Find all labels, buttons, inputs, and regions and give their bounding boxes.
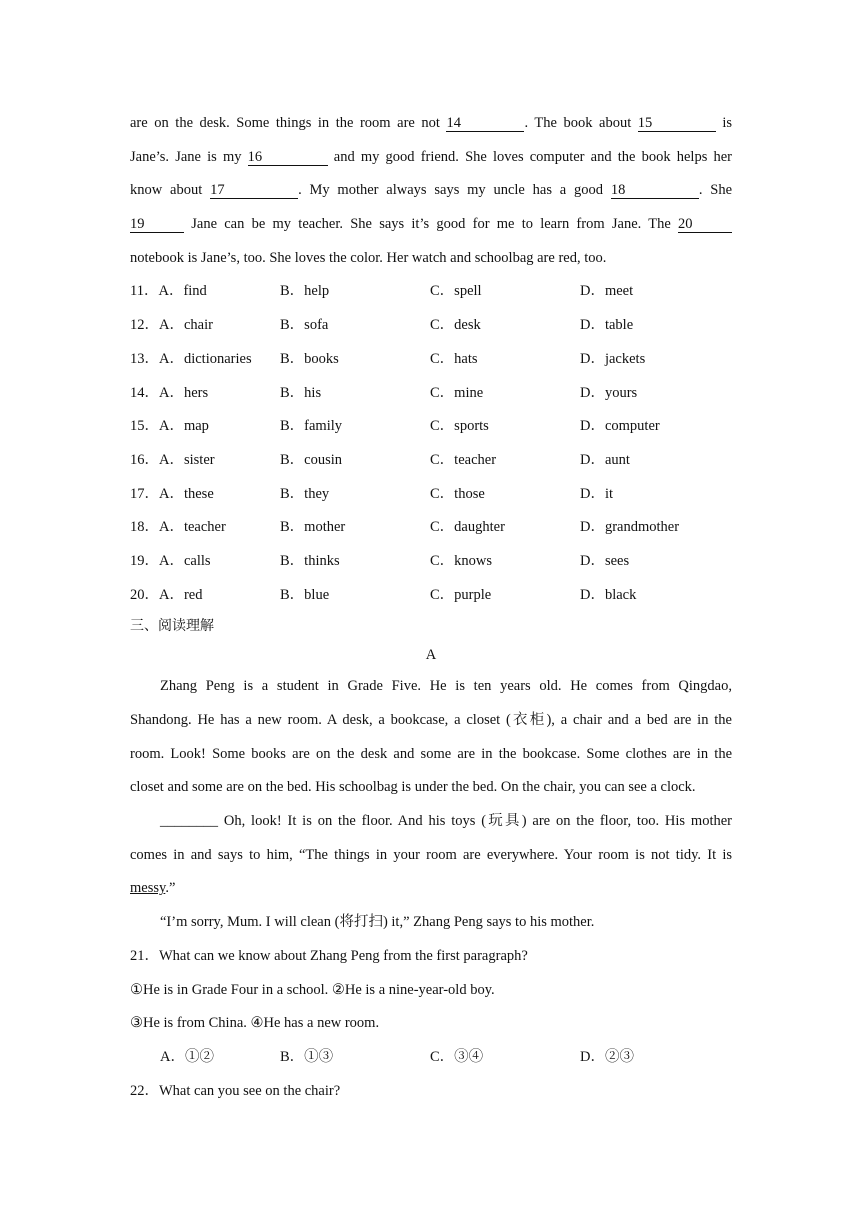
passage-line: closet and some are on the bed. His schoolbag is under the bed. On the chair, you can see a clock. [130, 779, 696, 796]
option-d[interactable]: D．sees [580, 552, 630, 569]
option-b[interactable]: B．thinks [280, 552, 340, 569]
blank-17: 17 [210, 182, 298, 199]
option-d[interactable]: D．meet [580, 283, 634, 300]
underlined-word: messy [130, 880, 166, 897]
passage-line: “I’m sorry, Mum. I will clean (将打扫) it,” Zhang Peng says to his mother. [160, 914, 595, 931]
question-row [130, 343, 732, 377]
cloze-line-1 [130, 107, 732, 141]
option-b[interactable]: B．books [280, 350, 339, 367]
option-a[interactable]: A．hers [159, 384, 209, 401]
text: is [722, 115, 733, 131]
question-row [130, 309, 732, 343]
section-heading: 三、阅读理解 [130, 618, 214, 635]
text: Oh, look! It is on the floor. And his toys (玩具) are on the floor, too. His mother [218, 813, 732, 830]
text: are on the desk. Some things in the room are not [130, 115, 440, 131]
q-num: 12． [130, 317, 159, 334]
text: . She [698, 182, 733, 199]
option-a[interactable]: A．teacher [159, 519, 226, 536]
text: . The book about [524, 115, 632, 131]
q-num: 17． [130, 485, 159, 502]
question-num-and-a[interactable] [130, 343, 252, 377]
text: know about [130, 182, 203, 199]
q-num: 18． [130, 519, 159, 536]
text: . My mother always says my uncle has a good [298, 182, 604, 199]
option-c[interactable]: C．mine [430, 384, 484, 401]
q21-statements-2: ③He is from China. ④He has a new room. [130, 1015, 380, 1032]
option-d[interactable]: D．②③ [580, 1048, 634, 1065]
question-row [130, 444, 732, 478]
option-d[interactable]: D．table [580, 317, 634, 334]
question-row [130, 410, 732, 444]
blank-15: 15 [638, 115, 716, 132]
option-c[interactable]: C．hats [430, 350, 478, 367]
option-b[interactable]: B．cousin [280, 451, 343, 468]
blank-14: 14 [446, 115, 524, 132]
option-d[interactable]: D．black [580, 586, 637, 603]
passage-label: A [425, 647, 437, 664]
option-b[interactable]: B．family [280, 418, 343, 435]
passage-line [130, 872, 732, 906]
option-a[interactable]: A．chair [159, 317, 213, 334]
option-c[interactable]: C．knows [430, 552, 493, 569]
q-num: 20． [130, 586, 159, 603]
q21-statements-1: ①He is in Grade Four in a school. ②He is a nine-year-old boy. [130, 981, 495, 998]
q-num: 15． [130, 418, 159, 435]
q-num: 19． [130, 552, 159, 569]
option-d[interactable]: D．yours [580, 384, 638, 401]
cloze-options [130, 275, 732, 612]
option-b[interactable]: B．his [280, 384, 322, 401]
option-c[interactable]: C．daughter [430, 519, 505, 536]
q-num: 14． [130, 384, 159, 401]
cloze-line-4 [130, 208, 732, 242]
option-c[interactable]: C．spell [430, 283, 482, 300]
passage-line [130, 805, 732, 839]
passage-line: Shandong. He has a new room. A desk, a bookcase, a closet (衣柜), a chair and a bed are in the [130, 712, 732, 728]
cloze-line-5: notebook is Jane’s, too. She loves the color. Her watch and schoolbag are red, too. [130, 249, 607, 266]
option-c[interactable]: C．③④ [430, 1048, 484, 1065]
option-b[interactable]: B．①③ [280, 1048, 334, 1065]
blank-19: 19 [130, 216, 184, 233]
question-row [130, 377, 732, 411]
question-num-and-a[interactable] [130, 275, 207, 309]
question-22: 22．What can you see on the chair? [130, 1082, 341, 1099]
option-b[interactable]: B．sofa [280, 317, 329, 334]
question-num-and-a[interactable] [130, 511, 226, 545]
option-a[interactable]: A．calls [159, 552, 211, 569]
q21-options [130, 1041, 732, 1075]
passage-line: comes in and says to him, “The things in your room are everywhere. Your room is not tidy. It is [130, 846, 732, 863]
q-num: 11． [130, 283, 159, 300]
option-b[interactable]: B．mother [280, 519, 346, 536]
option-b[interactable]: B．they [280, 485, 330, 502]
passage-blank[interactable]: ________ [160, 813, 218, 830]
option-a[interactable]: A．map [159, 418, 209, 435]
question-row [130, 511, 732, 545]
passage-line: room. Look! Some books are on the desk and some are in the bookcase. Some clothes are in the [130, 745, 732, 762]
question-21: 21．What can we know about Zhang Peng from the first paragraph? [130, 947, 528, 964]
option-b[interactable]: B．blue [280, 586, 330, 603]
option-a[interactable]: A．these [159, 485, 214, 502]
q-num: 16． [130, 451, 159, 468]
option-c[interactable]: C．purple [430, 586, 492, 603]
question-row [130, 478, 732, 512]
text: Jane’s. Jane is my [130, 148, 242, 165]
text: and my good friend. She loves computer and the book helps her [333, 148, 733, 165]
blank-16: 16 [248, 149, 328, 166]
question-num-and-a[interactable] [130, 444, 215, 478]
question-row [130, 579, 732, 613]
question-num-and-a[interactable] [130, 478, 214, 512]
option-a[interactable]: A．find [158, 283, 207, 300]
cloze-line-3 [130, 174, 732, 208]
question-num-and-a[interactable] [130, 377, 208, 411]
option-d[interactable]: D．computer [580, 418, 660, 435]
option-d[interactable]: D．aunt [580, 451, 630, 468]
option-d[interactable]: D．it [580, 485, 614, 502]
option-a[interactable]: A．sister [159, 451, 215, 468]
blank-20: 20 [678, 216, 732, 233]
option-c[interactable]: C．teacher [430, 451, 497, 468]
option-a[interactable]: A．red [159, 586, 203, 603]
question-num-and-a[interactable] [130, 579, 203, 613]
question-row [130, 275, 732, 309]
text: .” [165, 880, 176, 897]
option-a[interactable]: A．dictionaries [159, 350, 252, 367]
text: Jane can be my teacher. She says it’s good for me to learn from Jane. The [191, 216, 671, 233]
option-a[interactable]: A．①② [160, 1048, 214, 1065]
option-d[interactable]: D．jackets [580, 350, 646, 367]
passage-line: Zhang Peng is a student in Grade Five. He is ten years old. He comes from Qingdao, [160, 678, 732, 695]
question-row [130, 545, 732, 579]
q-num: 13． [130, 350, 159, 367]
question-num-and-a[interactable] [130, 309, 213, 343]
exam-page [130, 107, 732, 1108]
option-b[interactable]: B．help [280, 283, 330, 300]
option-d[interactable]: D．grandmother [580, 519, 680, 536]
option-c[interactable]: C．desk [430, 317, 481, 334]
question-num-and-a[interactable] [130, 545, 211, 579]
cloze-line-2 [130, 141, 732, 175]
option-c[interactable]: C．those [430, 485, 485, 502]
question-num-and-a[interactable] [130, 410, 209, 444]
option-c[interactable]: C．sports [430, 418, 489, 435]
blank-18: 18 [611, 182, 699, 199]
